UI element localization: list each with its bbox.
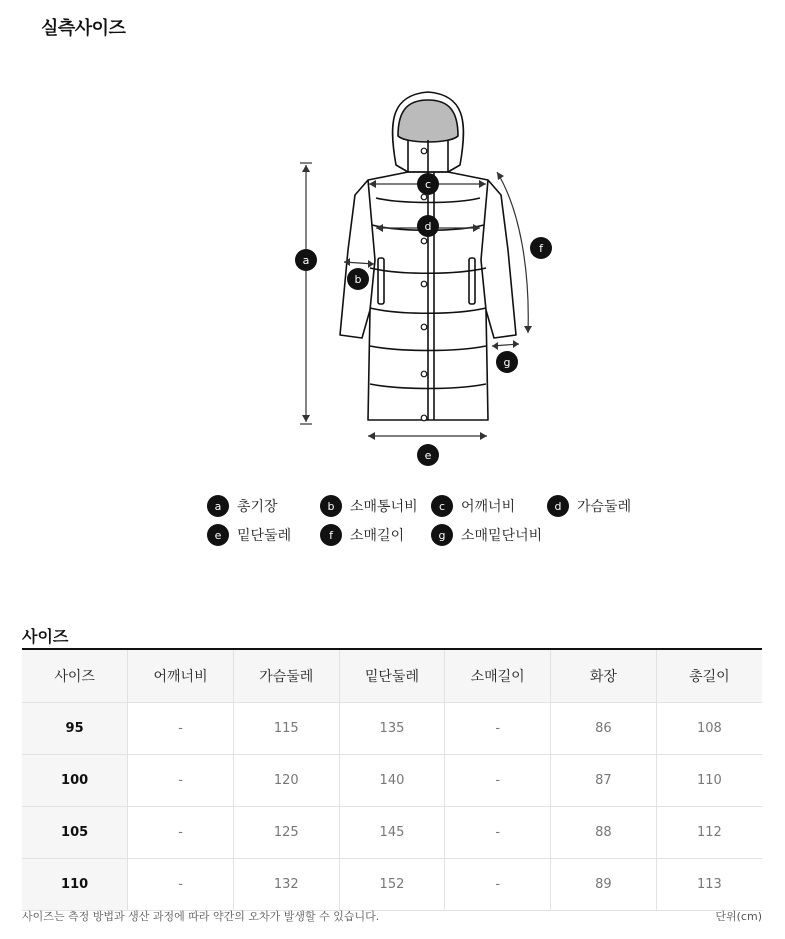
legend-item-e: [207, 523, 291, 547]
marker-g: [496, 351, 518, 373]
table-cell: 86: [551, 703, 657, 755]
marker-e: [417, 444, 439, 466]
legend-badge: g: [431, 524, 453, 546]
marker-a: [295, 249, 317, 271]
column-header: 총길이: [656, 649, 762, 703]
hood-inner: [398, 100, 458, 142]
table-cell: 110: [656, 755, 762, 807]
legend-badge: a: [207, 495, 229, 517]
marker-b: [347, 268, 369, 290]
table-cell: 140: [339, 755, 445, 807]
svg-text:a: a: [302, 254, 310, 267]
legend-item-a: [207, 494, 278, 518]
table-cell: -: [128, 859, 234, 911]
table-cell: -: [445, 703, 551, 755]
svg-text:e: e: [424, 449, 432, 462]
legend-item-c: [431, 494, 515, 518]
legend-label: 소매통너비: [350, 499, 418, 515]
table-cell: 115: [233, 703, 339, 755]
table-cell: 112: [656, 807, 762, 859]
marker-f: [530, 237, 552, 259]
size-cell: 110: [22, 859, 128, 911]
table-row: [22, 859, 762, 911]
page-title: 실측사이즈: [41, 18, 126, 39]
table-cell: -: [445, 755, 551, 807]
table-cell: 87: [551, 755, 657, 807]
size-cell: 100: [22, 755, 128, 807]
table-cell: 108: [656, 703, 762, 755]
column-header: 화장: [551, 649, 657, 703]
column-header: 가슴둘레: [233, 649, 339, 703]
table-cell: 113: [656, 859, 762, 911]
table-cell: -: [128, 755, 234, 807]
table-cell: 120: [233, 755, 339, 807]
size-cell: 95: [22, 703, 128, 755]
table-cell: -: [128, 703, 234, 755]
column-header: 밑단둘레: [339, 649, 445, 703]
table-row: [22, 807, 762, 859]
svg-text:c: c: [424, 178, 432, 191]
legend-label: 어깨너비: [461, 499, 516, 515]
legend-label: 밑단둘레: [237, 528, 292, 544]
table-cell: -: [445, 859, 551, 911]
table-cell: 132: [233, 859, 339, 911]
marker-d: [417, 215, 439, 237]
table-cell: 125: [233, 807, 339, 859]
table-cell: -: [128, 807, 234, 859]
size-section-title: 사이즈: [22, 627, 69, 646]
marker-c: [417, 173, 439, 195]
legend-badge: b: [320, 495, 342, 517]
table-cell: 135: [339, 703, 445, 755]
legend-badge: e: [207, 524, 229, 546]
legend-item-b: [320, 494, 418, 518]
legend-label: 소매밑단너비: [461, 528, 543, 544]
table-row: [22, 703, 762, 755]
legend-badge: d: [547, 495, 569, 517]
table-cell: 88: [551, 807, 657, 859]
column-header: 사이즈: [22, 649, 128, 703]
table-header-row: [22, 649, 762, 703]
svg-text:f: f: [539, 242, 543, 255]
table-cell: 145: [339, 807, 445, 859]
legend-label: 가슴둘레: [577, 499, 632, 515]
column-header: 어깨너비: [128, 649, 234, 703]
unit-label: 단위(cm): [715, 910, 762, 923]
legend-item-f: [320, 523, 404, 547]
svg-text:g: g: [503, 356, 511, 369]
legend-badge: c: [431, 495, 453, 517]
table-cell: 89: [551, 859, 657, 911]
table-cell: -: [445, 807, 551, 859]
table-cell: 152: [339, 859, 445, 911]
svg-text:d: d: [424, 220, 432, 233]
table-row: [22, 755, 762, 807]
legend-item-g: [431, 523, 542, 547]
legend-label: 소매길이: [350, 528, 405, 544]
legend-badge: f: [320, 524, 342, 546]
legend-label: 총기장: [237, 499, 278, 515]
measurement-disclaimer: 사이즈는 측정 방법과 생산 과정에 따라 약간의 오차가 발생할 수 있습니다.: [22, 910, 380, 923]
svg-text:b: b: [354, 273, 362, 286]
size-table: [22, 648, 762, 911]
size-cell: 105: [22, 807, 128, 859]
legend-item-d: [547, 494, 631, 518]
column-header: 소매길이: [445, 649, 551, 703]
